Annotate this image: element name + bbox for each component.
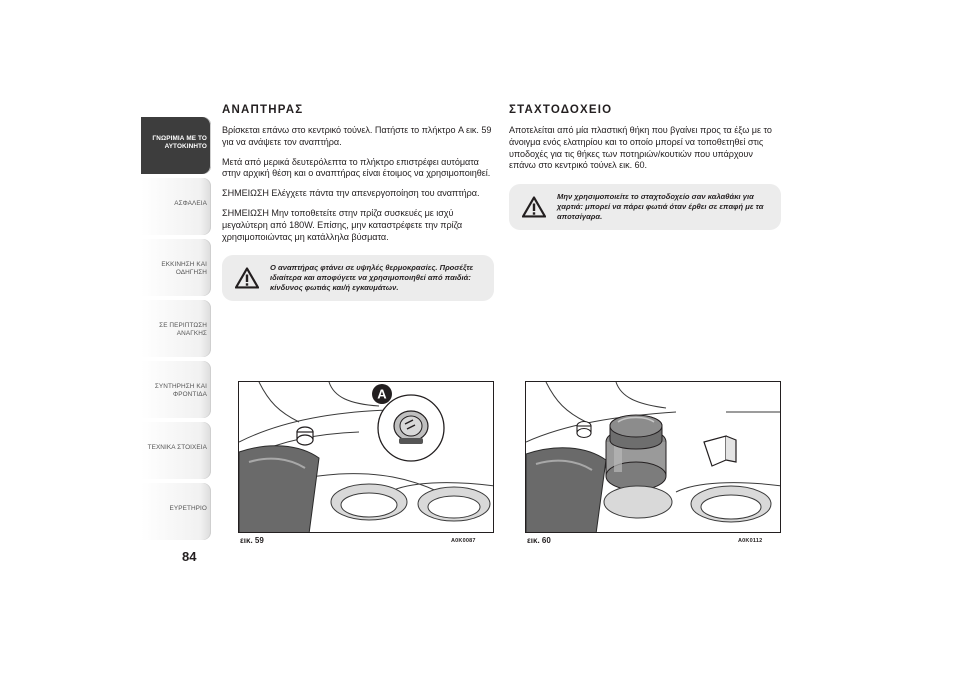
tab-safety[interactable] bbox=[141, 178, 211, 235]
figure-caption: εικ. 59 bbox=[240, 536, 264, 545]
tab-label: ΟΔΗΓΗΣΗ bbox=[175, 269, 207, 276]
tab-label: ΣΕ ΠΕΡΙΠΤΩΣΗ bbox=[159, 322, 207, 329]
section-title: ΣΤΑΧΤΟΔΟΧΕΙΟ bbox=[509, 104, 613, 116]
figure-code: A0K0112 bbox=[738, 538, 763, 544]
page-number: 84 bbox=[182, 549, 197, 564]
warning-text: Μην χρησιμοποιείτε το σταχτοδοχείο σαν καλαθάκι για χαρτιά: μπορεί να πάρει φωτιά όταν έρθει σε επαφή με τα αποτσίγαρα. bbox=[557, 192, 764, 222]
tab-label: ΕΚΚΙΝΗΣΗ ΚΑΙ bbox=[161, 261, 207, 268]
tab-index[interactable] bbox=[141, 483, 211, 540]
tab-label: ΤΕΧΝΙΚΑ ΣΤΟΙΧΕΙΑ bbox=[147, 444, 207, 451]
tab-label: ΕΥΡΕΤΗΡΙΟ bbox=[169, 505, 207, 512]
callout-label: A bbox=[377, 386, 387, 402]
paragraph: ΣΗΜΕΙΩΣΗ Ελέγχετε πάντα την απενεργοποίηση του αναπτήρα. bbox=[222, 188, 480, 199]
warning-box bbox=[509, 184, 781, 230]
warning-triangle-icon bbox=[235, 268, 259, 289]
paragraph: Βρίσκεται επάνω στο κεντρικό τούνελ. Πατήστε το πλήκτρο A εικ. 59 για να ανάψετε τον αναπτήρα. bbox=[222, 125, 492, 147]
figure-lighter bbox=[238, 381, 494, 533]
tab-maintenance[interactable] bbox=[141, 361, 211, 418]
tab-emergency[interactable] bbox=[141, 300, 211, 357]
section-title: ΑΝΑΠΤΗΡΑΣ bbox=[222, 104, 304, 116]
tab-label: ΑΝΑΓΚΗΣ bbox=[176, 330, 207, 337]
paragraph: Μετά από μερικά δευτερόλεπτα το πλήκτρο επιστρέφει αυτόματα στην αρχική θέση και ο αναπτήρας είναι έτοιμος να χρησιμοποιηθεί. bbox=[222, 156, 491, 179]
lighter-illustration bbox=[239, 382, 494, 533]
tab-label: ΓΝΩΡΙΜΙΑ ΜΕ ΤΟ bbox=[152, 135, 207, 142]
paragraph: Αποτελείται από μία πλαστική θήκη που βγαίνει προς τα έξω με το άνοιγμα ενός ελατηρίου και το οποίο μπορεί να τοποθετηθεί στις υποδοχές για τις θήκες των ποτηριών/κουτιών που υπάρχουν επάνω στο κεντρικό τούνελ εικ. 60. bbox=[509, 125, 772, 171]
tab-label: ΑΥΤΟΚΙΝΗΤΟ bbox=[164, 143, 207, 150]
lighter-section bbox=[222, 104, 494, 301]
tab-starting-driving[interactable] bbox=[141, 239, 211, 296]
figure-ashtray bbox=[525, 381, 781, 533]
figure-caption: εικ. 60 bbox=[527, 536, 551, 545]
ashtray-illustration bbox=[526, 382, 781, 533]
tab-vehicle-familiarization[interactable] bbox=[141, 117, 211, 174]
ashtray-section bbox=[509, 104, 781, 230]
paragraph: ΣΗΜΕΙΩΣΗ Μην τοποθετείτε στην πρίζα συσκευές με ισχύ μεγαλύτερη από 180W. Επίσης, μην καταστρέφετε την πρίζα χρησιμοποιώντας μη κατάλληλα βύσματα. bbox=[222, 207, 463, 242]
figure-code: A0K0087 bbox=[451, 538, 476, 544]
tab-label: ΣΥΝΤΗΡΗΣΗ ΚΑΙ bbox=[154, 383, 207, 390]
tab-label: ΦΡΟΝΤΙΔΑ bbox=[173, 391, 207, 398]
tab-label: ΑΣΦΑΛΕΙΑ bbox=[174, 200, 207, 207]
warning-triangle-icon bbox=[522, 197, 546, 218]
warning-box bbox=[222, 255, 494, 301]
tab-technical-data[interactable] bbox=[141, 422, 211, 479]
warning-text: Ο αναπτήρας φτάνει σε υψηλές θερμοκρασίες. Προσέξτε ιδιαίτερα και αποφύγετε να χρησιμοποιηθεί από παιδιά: κίνδυνος φωτιάς και/ή εγκαυμάτων. bbox=[270, 263, 474, 293]
